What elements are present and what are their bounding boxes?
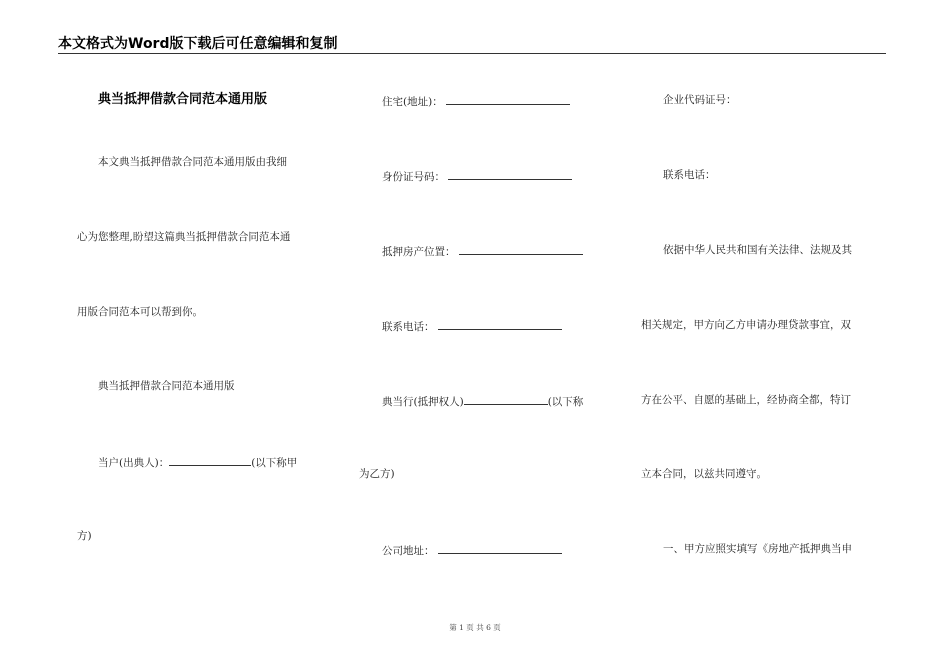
clause-line-1: 依据中华人民共和国有关法律、法规及其 [663, 244, 852, 256]
phone-label-c: 联系电话： [663, 169, 716, 181]
party-a-suffix: (以下称甲 [251, 457, 298, 469]
address-blank [446, 93, 570, 105]
party-b-continuation: 为乙方) [359, 468, 395, 480]
intro-line-1: 本文典当抵押借款合同范本通用版由我细 [98, 156, 287, 168]
clause-line-3: 方在公平、自愿的基础上，经协商全都，特订 [641, 394, 851, 406]
party-a-blank [169, 454, 251, 466]
address-label: 住宅(地址)： [382, 96, 443, 108]
clause-line-2: 相关规定，甲方向乙方申请办理贷款事宜，双 [641, 319, 851, 331]
phone-blank-b [438, 318, 562, 330]
id-number-blank [448, 168, 572, 180]
phone-line-b [382, 318, 562, 334]
property-location-line [382, 243, 583, 259]
clause-line-5: 一、甲方应照实填写《房地产抵押典当申 [663, 543, 852, 555]
party-a-continuation: 方) [77, 530, 92, 542]
party-b-line [382, 393, 583, 409]
property-location-blank [459, 243, 583, 255]
party-b-suffix: (以下称 [547, 396, 584, 408]
property-location-label: 抵押房产位置： [382, 246, 456, 258]
company-address-blank [438, 542, 562, 554]
intro-line-2: 心为您整理,盼望这篇典当抵押借款合同范本通 [77, 231, 291, 243]
phone-label-b: 联系电话： [382, 321, 435, 333]
document-header: 本文格式为Word版下载后可任意编辑和复制 [58, 36, 338, 52]
section-subtitle: 典当抵押借款合同范本通用版 [98, 380, 235, 392]
enterprise-code-label: 企业代码证号： [663, 94, 737, 106]
party-b-blank [464, 393, 548, 405]
clause-line-4: 立本合同，以兹共同遵守。 [641, 468, 767, 480]
company-address-label: 公司地址： [382, 545, 435, 557]
party-b-label: 典当行(抵押权人) [382, 396, 464, 408]
header-rule [58, 53, 886, 54]
page-number: 第 1 页 共 6 页 [449, 623, 501, 632]
party-a-line [98, 454, 297, 470]
intro-line-3: 用版合同范本可以帮到你。 [77, 306, 203, 318]
id-number-line [382, 168, 572, 184]
address-line [382, 93, 570, 109]
company-address-line [382, 542, 562, 558]
id-number-label: 身份证号码： [382, 171, 445, 183]
contract-title: 典当抵押借款合同范本通用版 [98, 92, 268, 107]
party-a-label: 当户(出典人)： [98, 457, 170, 469]
